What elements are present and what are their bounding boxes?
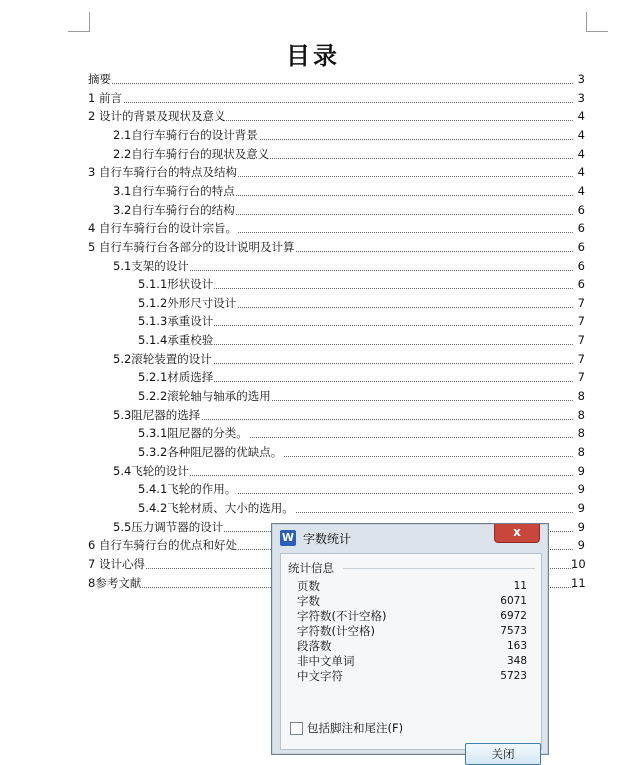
toc-entry[interactable]: [138, 480, 585, 498]
toc-entry-page: 7: [577, 314, 585, 329]
toc-entry-label: 摘要: [88, 72, 111, 86]
toc-entry-page: 4: [577, 109, 585, 124]
toc-entry-label: 5.1支架的设计: [113, 258, 189, 273]
toc-entry[interactable]: [113, 145, 585, 163]
toc-entry[interactable]: [138, 443, 585, 461]
toc-entry-page: 4: [577, 183, 585, 198]
toc-entry[interactable]: [138, 294, 585, 312]
toc-entry-label: 5.1.4承重校验: [138, 333, 214, 348]
toc-entry-label: 7 设计心得: [88, 556, 145, 571]
toc-entry[interactable]: [113, 201, 585, 219]
toc-entry-page: 8: [577, 407, 585, 422]
toc-entry-label: 5.2.1材质选择: [138, 370, 214, 385]
close-button[interactable]: 关闭: [465, 743, 541, 765]
toc-entry-label: 5.3.2各种阻尼器的优缺点。: [138, 445, 283, 459]
toc-entry-label: 5.2.2滚轮轴与轴承的选用: [138, 389, 271, 404]
dialog-body: [280, 553, 542, 761]
toc-entry-page: 8: [577, 389, 585, 404]
stat-value: 5723: [500, 670, 527, 682]
toc-entry-label: 2 设计的背景及现状及意义: [88, 109, 226, 124]
stat-label: 字符数(计空格): [297, 624, 375, 638]
toc-entry-label: 5.1.2外形尺寸设计: [138, 295, 237, 310]
toc-entry-label: 6 自行车骑行台的优点和好处: [88, 538, 237, 553]
stat-label: 页数: [297, 579, 320, 593]
toc-entry-page: 10: [571, 556, 586, 571]
toc-entry-label: 5.4飞轮的设计: [113, 463, 189, 478]
toc-entry[interactable]: [88, 163, 585, 181]
toc-entry[interactable]: [138, 275, 585, 293]
toc-entry-page: 4: [577, 127, 585, 142]
dialog-title: 字数统计: [303, 532, 352, 546]
crop-mark-top-right-vertical: [586, 12, 587, 31]
toc-entry[interactable]: [113, 182, 585, 200]
stat-row: [297, 639, 527, 654]
toc-entry-page: 9: [577, 463, 585, 478]
toc-entry-label: 8参考文献: [88, 575, 142, 590]
toc-entry-label: 3.2自行车骑行台的结构: [113, 202, 235, 217]
toc-entry[interactable]: [138, 499, 585, 517]
toc-entry-label: 5.3.1阻尼器的分类。: [138, 426, 248, 441]
stat-value: 7573: [500, 625, 527, 637]
group-divider: [343, 568, 535, 569]
toc-entry-page: 6: [577, 239, 585, 254]
toc-entry[interactable]: [113, 126, 585, 144]
toc-entry-page: 9: [577, 519, 585, 534]
stat-value: 6972: [500, 610, 527, 622]
stat-row: [297, 594, 527, 609]
toc-entry-page: 9: [577, 538, 585, 553]
toc-leader-dots: [88, 83, 573, 84]
toc-leader-dots: [88, 102, 573, 103]
toc-entry[interactable]: [138, 424, 585, 442]
crop-mark-top-right-horizontal: [586, 31, 608, 32]
toc-entry-label: 5.2滚轮装置的设计: [113, 351, 212, 366]
toc-entry-page: 7: [577, 295, 585, 310]
word-count-dialog: [271, 523, 549, 761]
stat-row: [297, 579, 527, 594]
include-footnotes-checkbox[interactable]: [290, 722, 303, 735]
toc-entry-label: 5.3阻尼器的选择: [113, 407, 201, 422]
toc-entry-page: 6: [577, 202, 585, 217]
group-title: 统计信息: [288, 561, 334, 575]
toc-entry[interactable]: [88, 70, 585, 88]
toc-entry[interactable]: [88, 238, 585, 256]
toc-entry-page: 3: [577, 90, 585, 105]
toc-entry-page: 7: [577, 370, 585, 385]
toc-entry[interactable]: [113, 350, 585, 368]
toc-entry-label: 3.1自行车骑行台的特点: [113, 183, 235, 198]
toc-entry[interactable]: [88, 219, 585, 237]
toc-entry-page: 7: [577, 351, 585, 366]
toc-entry-label: 2.1自行车骑行台的设计背景: [113, 127, 258, 142]
stat-value: 163: [506, 640, 527, 652]
dialog-title-bar[interactable]: [272, 524, 548, 552]
toc-entry-page: 8: [577, 445, 585, 459]
toc-entry-label: 5 自行车骑行台各部分的设计说明及计算: [88, 239, 295, 254]
toc-entry-page: 9: [577, 500, 585, 515]
toc-entry[interactable]: [138, 368, 585, 386]
toc-entry[interactable]: [138, 312, 585, 330]
stat-value: 11: [513, 580, 527, 592]
crop-mark-top-left-vertical: [89, 12, 90, 31]
stat-label: 字符数(不计空格): [297, 609, 387, 623]
toc-entry[interactable]: [88, 89, 585, 107]
toc-entry-label: 5.4.2飞轮材质、大小的选用。: [138, 500, 294, 515]
toc-entry-page: 8: [577, 426, 585, 441]
toc-entry-label: 2.2自行车骑行台的现状及意义: [113, 146, 270, 161]
toc-entry-page: 4: [577, 146, 585, 161]
toc-entry[interactable]: [138, 387, 585, 405]
stat-value: 6071: [500, 595, 527, 607]
toc-entry-page: 11: [571, 575, 586, 590]
toc-entry-page: 4: [577, 165, 585, 180]
toc-entry[interactable]: [88, 107, 585, 125]
toc-entry[interactable]: [138, 331, 585, 349]
toc-entry-label: 4 自行车骑行台的设计宗旨。: [88, 221, 237, 236]
app-icon: W: [281, 531, 295, 544]
close-icon[interactable]: x: [494, 524, 540, 543]
toc-entry-page: 9: [577, 482, 585, 497]
toc-entry[interactable]: [113, 257, 585, 275]
toc-entry-label: 1 前言: [88, 90, 122, 105]
stat-row: [297, 624, 527, 639]
stat-label: 字数: [297, 594, 320, 608]
toc-entry-page: 6: [577, 221, 585, 236]
stat-row: [297, 669, 527, 684]
stat-label: 中文字符: [297, 669, 343, 683]
toc-entry[interactable]: [113, 462, 585, 480]
toc-entry-label: 5.4.1飞轮的作用。: [138, 482, 237, 497]
stat-value: 348: [506, 655, 527, 667]
stat-row: [297, 654, 527, 669]
toc-entry-page: 6: [577, 277, 585, 292]
crop-mark-top-left-horizontal: [68, 31, 90, 32]
toc-entry-label: 3 自行车骑行台的特点及结构: [88, 165, 237, 180]
stat-row: [297, 609, 527, 624]
stat-label: 段落数: [297, 639, 332, 653]
toc-entry-page: 3: [577, 72, 585, 86]
toc-entry-label: 5.5压力调节器的设计: [113, 519, 224, 534]
include-footnotes-label[interactable]: 包括脚注和尾注(F): [307, 721, 404, 735]
toc-entry-page: 6: [577, 258, 585, 273]
stat-label: 非中文单词: [297, 654, 355, 668]
toc-entry-label: 5.1.3承重设计: [138, 314, 214, 329]
toc-entry[interactable]: [113, 406, 585, 424]
toc-entry-page: 7: [577, 333, 585, 348]
page-title: 目录: [286, 41, 340, 70]
toc-entry-label: 5.1.1形状设计: [138, 277, 214, 292]
